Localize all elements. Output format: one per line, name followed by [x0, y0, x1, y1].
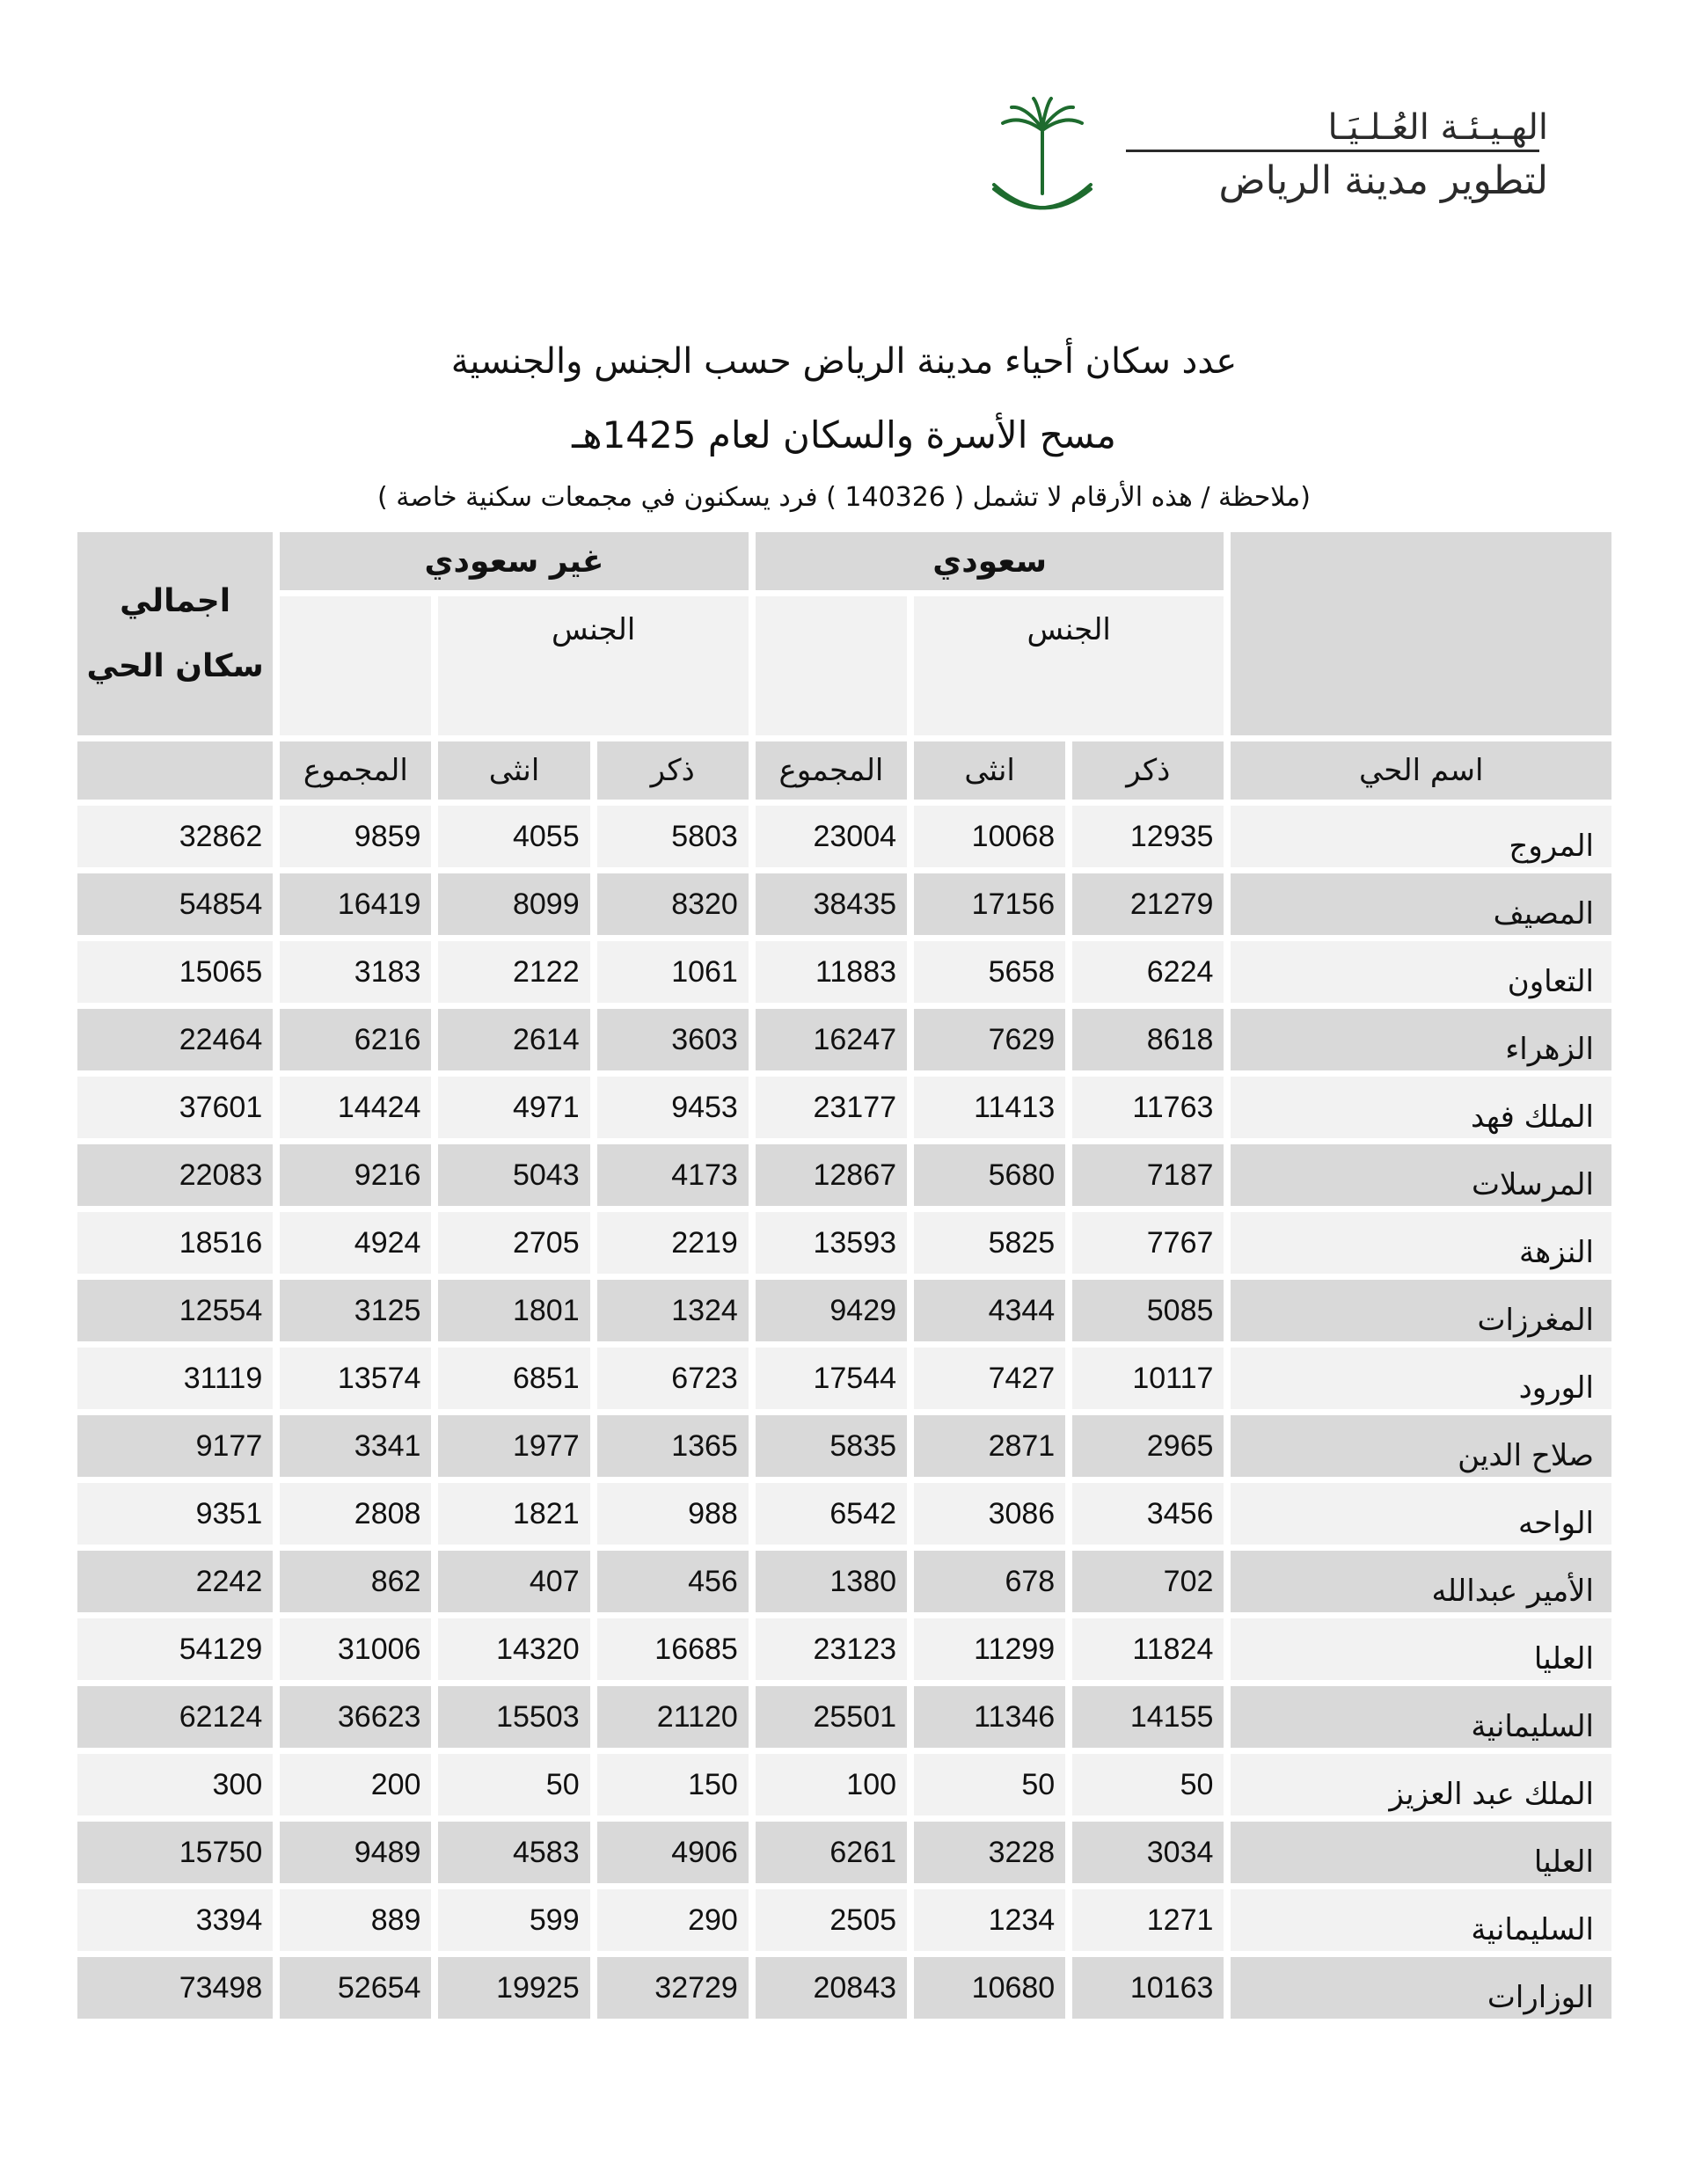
- non-saudi-male-cell: 5803: [597, 806, 749, 867]
- saudi-male-cell: 702: [1072, 1551, 1224, 1612]
- total-cell: 32862: [77, 806, 273, 867]
- table-row: [77, 1280, 1611, 1341]
- table-row: [77, 1144, 1611, 1206]
- non-saudi-male-cell: 3603: [597, 1009, 749, 1070]
- district-name-cell: الأمير عبدالله: [1231, 1551, 1611, 1612]
- saudi-header: سعودي: [756, 532, 1224, 590]
- non-saudi-sum-cell: 31006: [280, 1618, 431, 1680]
- saudi-male-cell: 3034: [1072, 1822, 1224, 1883]
- non-saudi-male-cell: 4173: [597, 1144, 749, 1206]
- non-saudi-male-cell: 4906: [597, 1822, 749, 1883]
- non-saudi-female-cell: 2614: [438, 1009, 589, 1070]
- non-saudi-female-cell: 407: [438, 1551, 589, 1612]
- district-name-cell: المغرزات: [1231, 1280, 1611, 1341]
- total-cell: 3394: [77, 1889, 273, 1951]
- saudi-male-cell: 21279: [1072, 873, 1224, 935]
- saudi-sum-cell: 23123: [756, 1618, 907, 1680]
- saudi-female-cell: 11413: [914, 1077, 1065, 1138]
- saudi-male-cell: 5085: [1072, 1280, 1224, 1341]
- district-name-cell: المصيف: [1231, 873, 1611, 935]
- district-name-cell: الزهراء: [1231, 1009, 1611, 1070]
- total-cell: 62124: [77, 1686, 273, 1748]
- saudi-sum-cell: 16247: [756, 1009, 907, 1070]
- saudi-sum-cell: 17544: [756, 1348, 907, 1409]
- saudi-gender-header: الجنس: [914, 596, 1224, 735]
- district-name-cell: الملك عبد العزيز: [1231, 1754, 1611, 1815]
- non-saudi-female-cell: 50: [438, 1754, 589, 1815]
- non-saudi-female-cell: 1801: [438, 1280, 589, 1341]
- non-saudi-sum-cell: 889: [280, 1889, 431, 1951]
- saudi-male-cell: 6224: [1072, 941, 1224, 1003]
- district-name-cell: صلاح الدين: [1231, 1415, 1611, 1477]
- table-row: [77, 1551, 1611, 1612]
- non-saudi-male-cell: 1365: [597, 1415, 749, 1477]
- non-saudi-male-cell: 1324: [597, 1280, 749, 1341]
- non-saudi-female-cell: 4583: [438, 1822, 589, 1883]
- non-saudi-female-cell: 6851: [438, 1348, 589, 1409]
- saudi-male-cell: 11824: [1072, 1618, 1224, 1680]
- saudi-female-cell: 3086: [914, 1483, 1065, 1545]
- saudi-male-cell: 1271: [1072, 1889, 1224, 1951]
- palm-swords-emblem-icon: [985, 97, 1100, 220]
- logo-line-1: الهـيـئـة العُـلـيَـا: [1327, 107, 1548, 148]
- col-header-non-saudi-male: ذكر: [597, 741, 749, 800]
- non-saudi-sum-cell: 862: [280, 1551, 431, 1612]
- page-note: (ملاحظة / هذه الأرقام لا تشمل ( 140326 ) فرد يسكنون في مجمعات سكنية خاصة ): [377, 482, 1311, 513]
- non-saudi-male-cell: 21120: [597, 1686, 749, 1748]
- non-saudi-female-cell: 4055: [438, 806, 589, 867]
- saudi-female-cell: 50: [914, 1754, 1065, 1815]
- non-saudi-male-cell: 16685: [597, 1618, 749, 1680]
- non-saudi-female-cell: 5043: [438, 1144, 589, 1206]
- saudi-sum-cell: 9429: [756, 1280, 907, 1341]
- non-saudi-male-cell: 2219: [597, 1212, 749, 1274]
- non-saudi-sum-cell: 9489: [280, 1822, 431, 1883]
- total-cell: 2242: [77, 1551, 273, 1612]
- district-name-cell: النزهة: [1231, 1212, 1611, 1274]
- non-saudi-female-cell: 2705: [438, 1212, 589, 1274]
- non-saudi-sum-cell: 14424: [280, 1077, 431, 1138]
- non-saudi-sum-cell: 3183: [280, 941, 431, 1003]
- saudi-female-cell: 5658: [914, 941, 1065, 1003]
- saudi-sum-cell: 13593: [756, 1212, 907, 1274]
- saudi-male-cell: 11763: [1072, 1077, 1224, 1138]
- district-name-cell: العليا: [1231, 1618, 1611, 1680]
- saudi-male-cell: 14155: [1072, 1686, 1224, 1748]
- saudi-sum-cell: 23177: [756, 1077, 907, 1138]
- non-saudi-male-cell: 9453: [597, 1077, 749, 1138]
- saudi-sum-cell: 23004: [756, 806, 907, 867]
- district-name-cell: الوزارات: [1231, 1957, 1611, 2019]
- table-row: [77, 1889, 1611, 1951]
- saudi-sum-cell: 38435: [756, 873, 907, 935]
- saudi-sum-cell: 6542: [756, 1483, 907, 1545]
- col-header-non-saudi-sum: المجموع: [280, 741, 431, 800]
- non-saudi-sum-cell: 9859: [280, 806, 431, 867]
- non-saudi-sum-cell: 9216: [280, 1144, 431, 1206]
- non-saudi-sum-cell: 2808: [280, 1483, 431, 1545]
- table-row: [77, 1212, 1611, 1274]
- non-saudi-female-cell: 1977: [438, 1415, 589, 1477]
- col-header-saudi-female: انثى: [914, 741, 1065, 800]
- table-row: [77, 806, 1611, 867]
- logo: [985, 97, 1548, 220]
- table-row: [77, 941, 1611, 1003]
- total-cell: 54854: [77, 873, 273, 935]
- non-saudi-sum-cell: 13574: [280, 1348, 431, 1409]
- total-cell: 54129: [77, 1618, 273, 1680]
- district-name-cell: العليا: [1231, 1822, 1611, 1883]
- col-header-saudi-male: ذكر: [1072, 741, 1224, 800]
- total-header: اجمالي سكان الحي: [77, 532, 273, 735]
- logo-rule: [1126, 150, 1539, 152]
- table-row: [77, 1618, 1611, 1680]
- saudi-sum-cell: 25501: [756, 1686, 907, 1748]
- table-row: [77, 1009, 1611, 1070]
- non-saudi-female-cell: 14320: [438, 1618, 589, 1680]
- district-name-cell: التعاون: [1231, 941, 1611, 1003]
- saudi-female-cell: 10068: [914, 806, 1065, 867]
- non-saudi-header: غير سعودي: [280, 532, 749, 590]
- table-row: [77, 1686, 1611, 1748]
- table-row: [77, 1415, 1611, 1477]
- total-cell: 15065: [77, 941, 273, 1003]
- total-cell: 37601: [77, 1077, 273, 1138]
- total-cell: 12554: [77, 1280, 273, 1341]
- non-saudi-female-cell: 4971: [438, 1077, 589, 1138]
- total-cell: 300: [77, 1754, 273, 1815]
- saudi-male-cell: 10163: [1072, 1957, 1224, 2019]
- saudi-male-cell: 8618: [1072, 1009, 1224, 1070]
- non-saudi-male-cell: 32729: [597, 1957, 749, 2019]
- district-name-cell: الورود: [1231, 1348, 1611, 1409]
- district-name-cell: السليمانية: [1231, 1686, 1611, 1748]
- total-cell: 18516: [77, 1212, 273, 1274]
- saudi-female-cell: 3228: [914, 1822, 1065, 1883]
- total-cell: 22083: [77, 1144, 273, 1206]
- saudi-male-cell: 50: [1072, 1754, 1224, 1815]
- non-saudi-male-cell: 290: [597, 1889, 749, 1951]
- saudi-female-cell: 17156: [914, 873, 1065, 935]
- non-saudi-female-cell: 599: [438, 1889, 589, 1951]
- non-saudi-female-cell: 1821: [438, 1483, 589, 1545]
- saudi-sum-cell: 2505: [756, 1889, 907, 1951]
- saudi-male-cell: 2965: [1072, 1415, 1224, 1477]
- saudi-female-cell: 11346: [914, 1686, 1065, 1748]
- saudi-female-cell: 5680: [914, 1144, 1065, 1206]
- total-cell: 9351: [77, 1483, 273, 1545]
- saudi-male-cell: 3456: [1072, 1483, 1224, 1545]
- non-saudi-female-cell: 2122: [438, 941, 589, 1003]
- table-row: [77, 1077, 1611, 1138]
- non-saudi-male-cell: 8320: [597, 873, 749, 935]
- district-name-cell: المروج: [1231, 806, 1611, 867]
- saudi-sum-cell: 1380: [756, 1551, 907, 1612]
- non-saudi-male-cell: 150: [597, 1754, 749, 1815]
- total-cell: 22464: [77, 1009, 273, 1070]
- non-saudi-sum-cell: 36623: [280, 1686, 431, 1748]
- non-saudi-female-cell: 8099: [438, 873, 589, 935]
- table-row: [77, 1348, 1611, 1409]
- non-saudi-male-cell: 1061: [597, 941, 749, 1003]
- non-saudi-sum-cell: 16419: [280, 873, 431, 935]
- blank-header-cell: [77, 741, 273, 800]
- table-row: [77, 1754, 1611, 1815]
- saudi-sum-cell: 20843: [756, 1957, 907, 2019]
- non-saudi-sum-cell: 52654: [280, 1957, 431, 2019]
- blank-header-cell: [280, 596, 431, 735]
- page-subtitle: مسح الأسرة والسكان لعام 1425هـ: [572, 413, 1116, 457]
- blank-header-cell: [1231, 532, 1611, 735]
- saudi-male-cell: 7187: [1072, 1144, 1224, 1206]
- col-header-name: اسم الحي: [1231, 741, 1611, 800]
- saudi-female-cell: 4344: [914, 1280, 1065, 1341]
- saudi-sum-cell: 6261: [756, 1822, 907, 1883]
- table-row: [77, 1957, 1611, 2019]
- saudi-female-cell: 7427: [914, 1348, 1065, 1409]
- col-header-non-saudi-female: انثى: [438, 741, 589, 800]
- total-cell: 9177: [77, 1415, 273, 1477]
- table-row: [77, 1483, 1611, 1545]
- total-cell: 15750: [77, 1822, 273, 1883]
- non-saudi-gender-header: الجنس: [438, 596, 748, 735]
- saudi-female-cell: 7629: [914, 1009, 1065, 1070]
- non-saudi-male-cell: 456: [597, 1551, 749, 1612]
- saudi-male-cell: 10117: [1072, 1348, 1224, 1409]
- non-saudi-sum-cell: 3125: [280, 1280, 431, 1341]
- non-saudi-female-cell: 19925: [438, 1957, 589, 2019]
- district-name-cell: الواحه: [1231, 1483, 1611, 1545]
- non-saudi-male-cell: 988: [597, 1483, 749, 1545]
- non-saudi-female-cell: 15503: [438, 1686, 589, 1748]
- total-cell: 31119: [77, 1348, 273, 1409]
- table-row: [77, 1822, 1611, 1883]
- page-title: عدد سكان أحياء مدينة الرياض حسب الجنس والجنسية: [450, 341, 1238, 382]
- saudi-male-cell: 7767: [1072, 1212, 1224, 1274]
- saudi-female-cell: 10680: [914, 1957, 1065, 2019]
- saudi-female-cell: 2871: [914, 1415, 1065, 1477]
- non-saudi-sum-cell: 6216: [280, 1009, 431, 1070]
- table-row: [77, 873, 1611, 935]
- saudi-sum-cell: 11883: [756, 941, 907, 1003]
- district-name-cell: الملك فهد: [1231, 1077, 1611, 1138]
- saudi-sum-cell: 5835: [756, 1415, 907, 1477]
- saudi-sum-cell: 12867: [756, 1144, 907, 1206]
- col-header-saudi-sum: المجموع: [756, 741, 907, 800]
- logo-line-2: لتطوير مدينة الرياض: [1218, 158, 1548, 203]
- population-table: [77, 526, 1608, 2025]
- total-cell: 73498: [77, 1957, 273, 2019]
- saudi-male-cell: 12935: [1072, 806, 1224, 867]
- saudi-sum-cell: 100: [756, 1754, 907, 1815]
- non-saudi-sum-cell: 200: [280, 1754, 431, 1815]
- saudi-female-cell: 5825: [914, 1212, 1065, 1274]
- non-saudi-male-cell: 6723: [597, 1348, 749, 1409]
- non-saudi-sum-cell: 4924: [280, 1212, 431, 1274]
- blank-header-cell: [756, 596, 907, 735]
- district-name-cell: السليمانية: [1231, 1889, 1611, 1951]
- district-name-cell: المرسلات: [1231, 1144, 1611, 1206]
- non-saudi-sum-cell: 3341: [280, 1415, 431, 1477]
- saudi-female-cell: 1234: [914, 1889, 1065, 1951]
- saudi-female-cell: 11299: [914, 1618, 1065, 1680]
- saudi-female-cell: 678: [914, 1551, 1065, 1612]
